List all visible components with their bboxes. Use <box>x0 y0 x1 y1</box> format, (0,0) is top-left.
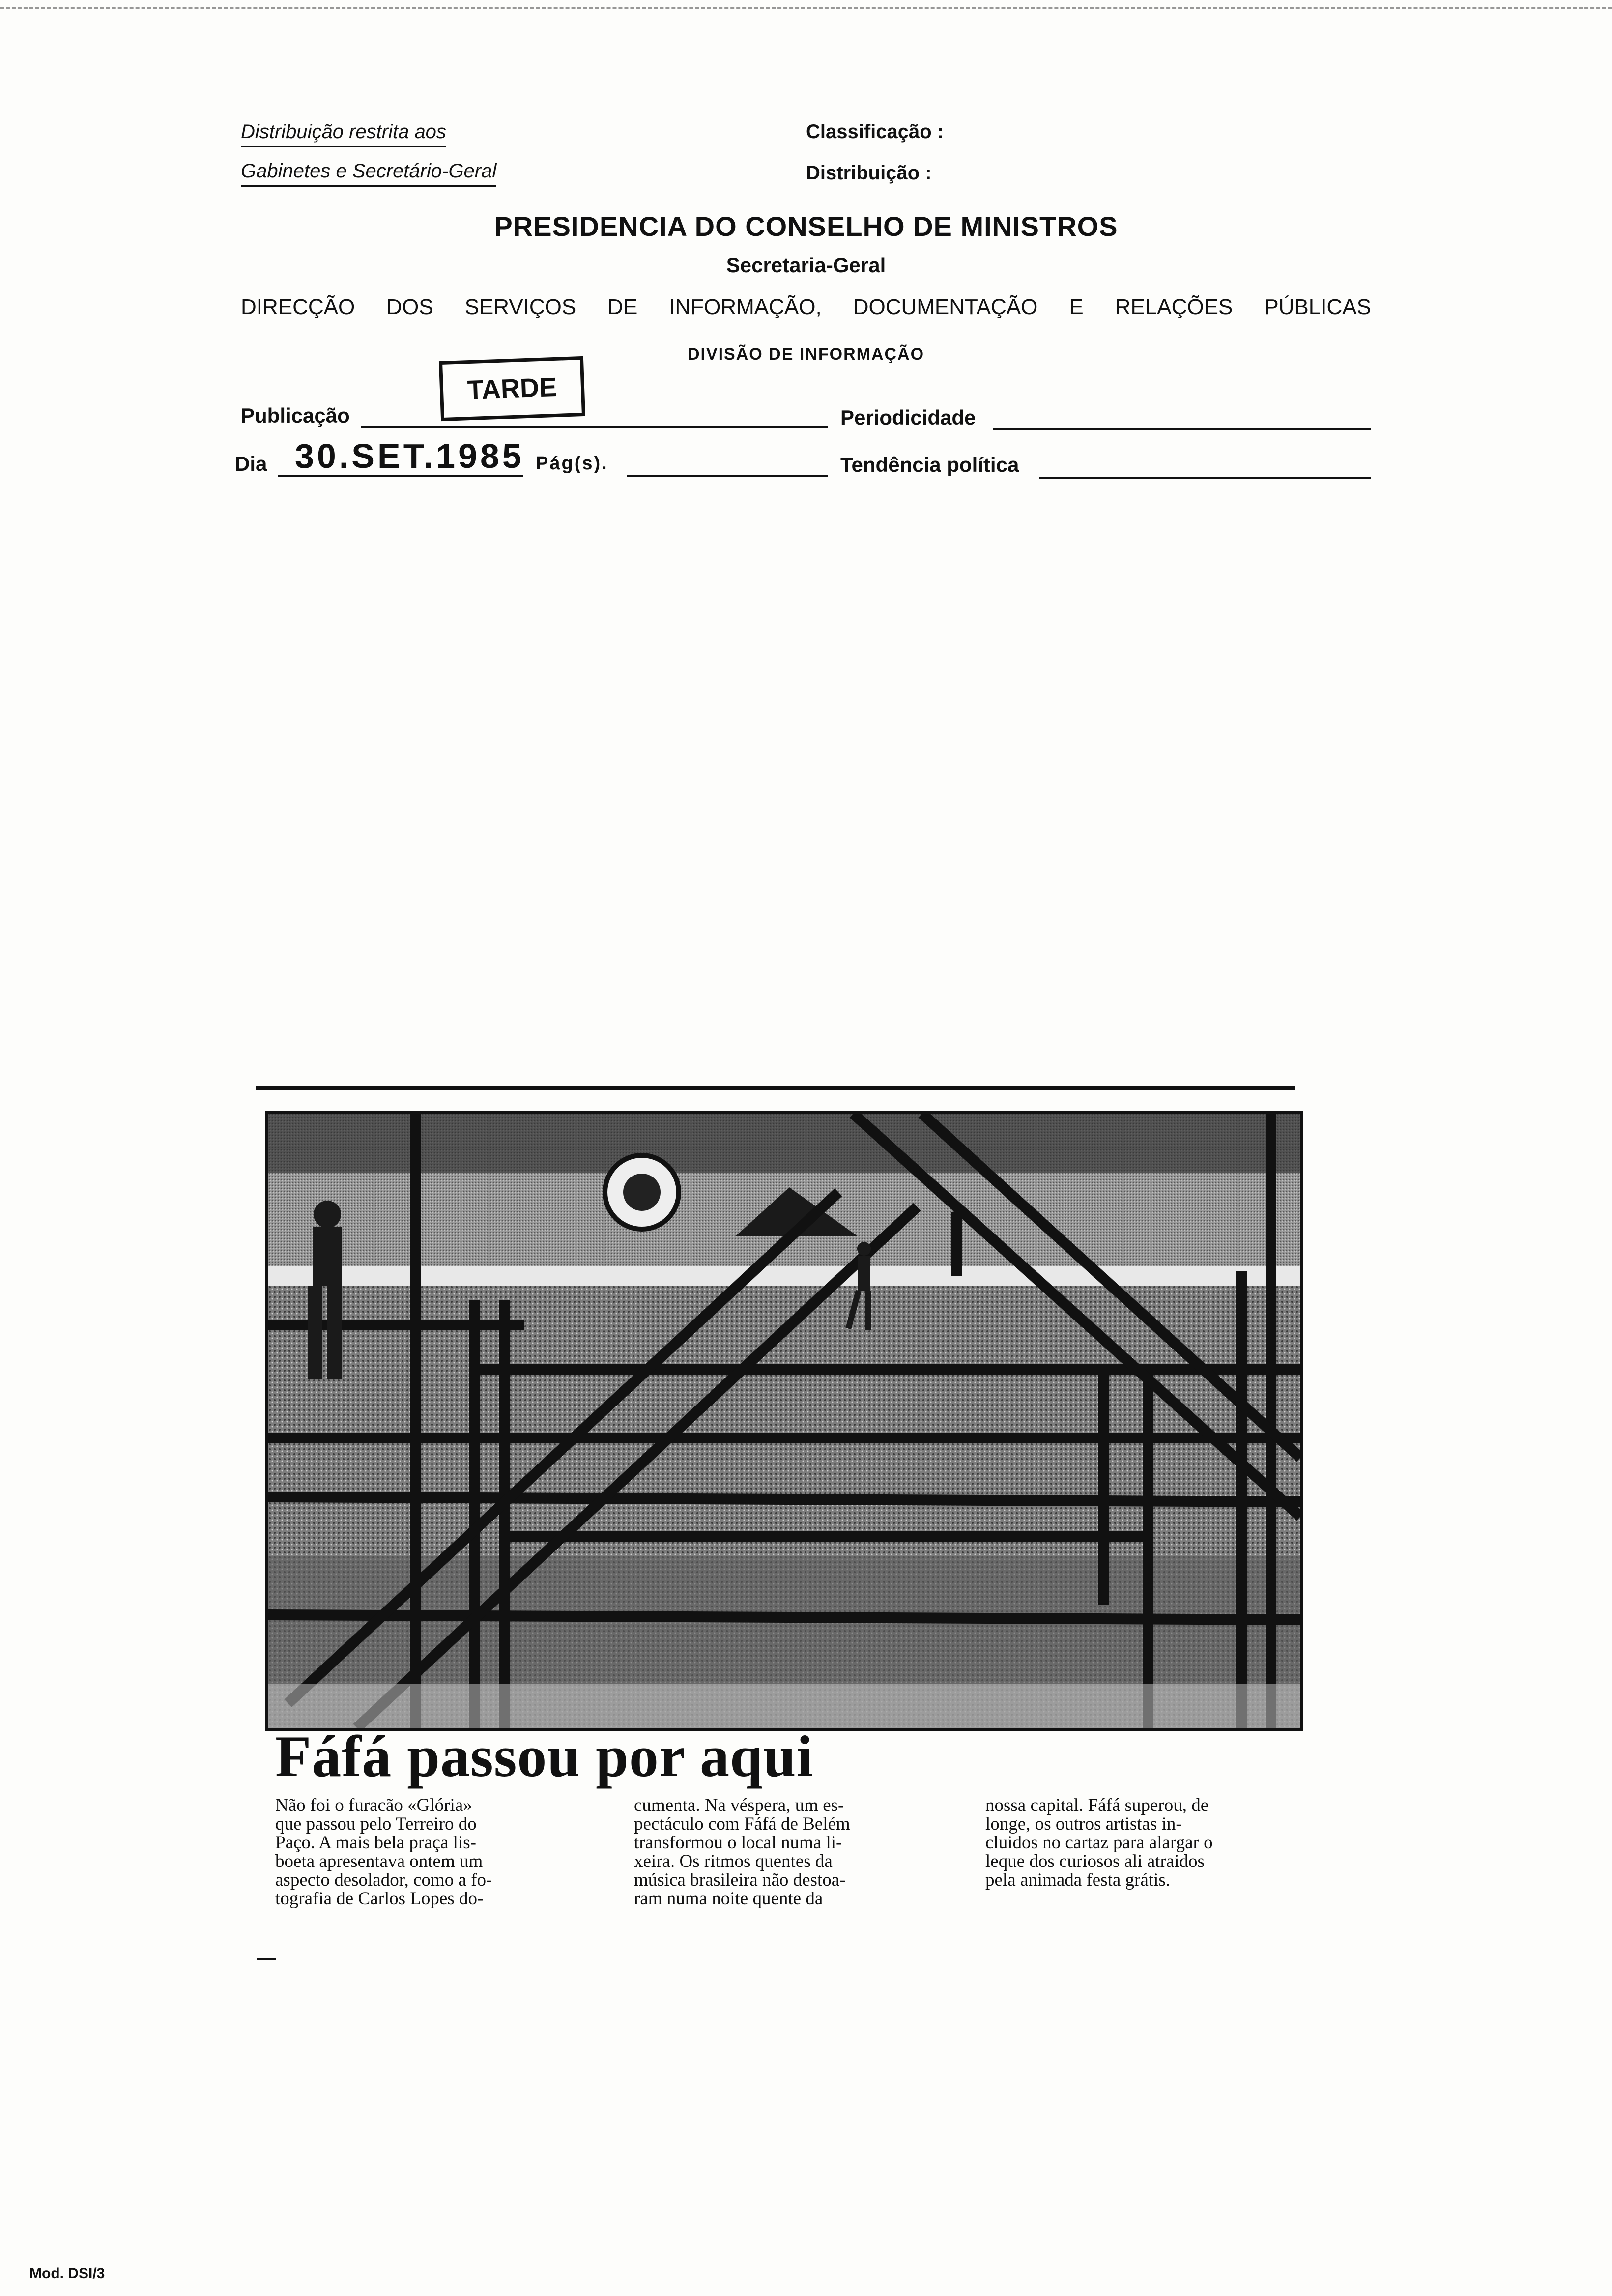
article-line: ram numa noite quente da <box>634 1889 823 1909</box>
scan-top-edge <box>0 0 1612 9</box>
article-line: que passou pelo Terreiro do <box>275 1814 477 1834</box>
article-line: nossa capital. Fáfá superou, de <box>985 1795 1209 1815</box>
publication-stamp: TARDE <box>439 356 585 421</box>
article-column-3 <box>985 1796 1300 1890</box>
article-headline: Fáfá passou por aqui <box>275 1723 813 1789</box>
article-line: aspecto desolador, como a fo- <box>275 1870 492 1890</box>
directorate-word: DIRECÇÃO <box>241 295 355 319</box>
directorate-word: DE <box>607 295 638 319</box>
classification-label: Classificação : <box>806 121 944 143</box>
political-trend-label: Tendência política <box>840 453 1019 476</box>
article-line: cumenta. Na véspera, um es- <box>634 1795 844 1815</box>
article-line: tografia de Carlos Lopes do- <box>275 1889 484 1909</box>
article-line: xeira. Os ritmos quentes da <box>634 1851 833 1871</box>
news-photo <box>265 1111 1303 1731</box>
form-code: Mod. DSI/3 <box>29 2266 105 2282</box>
restricted-distribution-line1: Distribuição restrita aos <box>241 121 446 147</box>
directorate-word: DOCUMENTAÇÃO <box>853 295 1038 319</box>
directorate-title <box>241 295 1371 319</box>
directorate-word: SERVIÇOS <box>464 295 576 319</box>
clipping-top-rule <box>256 1086 1295 1090</box>
directorate-word: INFORMAÇÃO, <box>669 295 822 319</box>
directorate-word: PÚBLICAS <box>1264 295 1371 319</box>
directorate-word: RELAÇÕES <box>1115 295 1233 319</box>
political-trend-field-line <box>1039 477 1371 479</box>
article-line: Não foi o furacão «Glória» <box>275 1795 472 1815</box>
periodicity-field-line <box>993 428 1371 430</box>
publication-field-line <box>361 426 828 428</box>
restricted-distribution-line2: Gabinetes e Secretário-Geral <box>241 160 496 187</box>
distribution-label: Distribuição : <box>806 162 932 184</box>
article-line: cluidos no cartaz para alargar o <box>985 1833 1213 1853</box>
day-label: Dia <box>235 452 267 475</box>
article-column-2 <box>634 1796 939 1908</box>
clipping-end-mark <box>257 1958 276 1960</box>
article-line: música brasileira não destoa- <box>634 1870 846 1890</box>
division-title: DIVISÃO DE INFORMAÇÃO <box>687 345 925 364</box>
article-line: longe, os outros artistas in- <box>985 1814 1182 1834</box>
photo-scaffolding-illustration <box>268 1114 1300 1728</box>
periodicity-label: Periodicidade <box>840 406 976 429</box>
article-line: transformou o local numa li- <box>634 1833 842 1853</box>
article-column-1 <box>275 1796 580 1908</box>
directorate-word: DOS <box>386 295 433 319</box>
publication-label: Publicação <box>241 404 350 427</box>
secretariat-title: Secretaria-Geral <box>726 254 886 277</box>
article-line: leque dos curiosos ali atraidos <box>985 1851 1205 1871</box>
article-line: boeta apresentava ontem um <box>275 1851 483 1871</box>
directorate-word: E <box>1069 295 1084 319</box>
article-line: pela animada festa grátis. <box>985 1870 1170 1890</box>
date-value: 30.SET.1985 <box>295 437 524 475</box>
pages-label: Pág(s). <box>536 453 608 474</box>
article-line: Paço. A mais bela praça lis- <box>275 1833 476 1853</box>
pages-field-line <box>627 475 828 477</box>
article-line: pectáculo com Fáfá de Belém <box>634 1814 850 1834</box>
date-field-line <box>278 475 523 477</box>
presidency-title: PRESIDENCIA DO CONSELHO DE MINISTROS <box>494 211 1118 242</box>
